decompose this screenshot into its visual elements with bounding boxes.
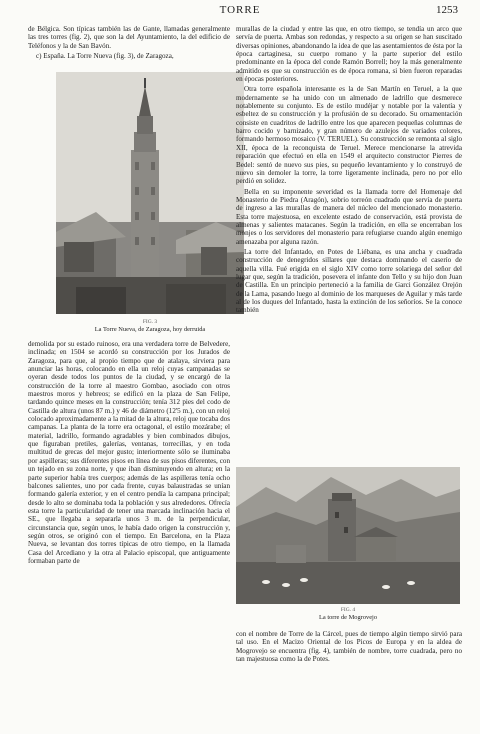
figure-3-photo <box>56 72 244 314</box>
right-column-bottom <box>236 630 462 726</box>
figure-3-label: FIG. 3 <box>142 319 158 325</box>
left-column-bottom <box>28 340 230 726</box>
figure-3-caption <box>40 318 260 334</box>
figure-4-photo <box>236 467 460 604</box>
figure-4-caption-text: La torre de Mogrovejo <box>318 614 378 621</box>
page-header <box>0 4 480 20</box>
paragraph: c) España. La Torre Nueva (fig. 3), de Zaragoza, <box>36 52 174 61</box>
paragraph: Bella en su imponente severidad es la llamada torre del Homenaje del Monasterio de Piedra (Aragón), sobrio torreón cuadrado que servía de puerta de ingreso a las murallas de manera del núcleo del mencionado monasterio. Esta torre majestuosa, en excelente estado de conservación, está provista de almenas y salientes matacanes. Según la tradición, en ella se encerraban los monjes o los servidores del monasterio para refugiarse cuando algún enemigo amenazaba por alguna razón. <box>236 187 462 246</box>
left-column-top <box>28 25 230 68</box>
figure-4-caption <box>236 606 460 622</box>
paragraph: con el nombre de Torre de la Cárcel, pues de tiempo algún tiempo sirvió para tal uso. En el Macizo Oriental de los Picos de Europa y en la aldea de Mogrovejo se encuentra (fig. 4), también de nombre, torre cuadrada, pero no tan majestuosa como la de Potes. <box>236 630 462 664</box>
right-column-top <box>236 25 462 463</box>
running-title: TORRE <box>219 4 261 16</box>
paragraph: de Bélgica. Son típicas también las de Gante, llamadas generalmente las tres torres (fig. 2), que son la del Ayuntamiento, la del edificio de Teléfonos y la de San Bavón. <box>28 25 230 50</box>
page-number: 1253 <box>436 4 458 16</box>
tower-photo-illustration <box>56 72 244 314</box>
paragraph: La torre del Infantado, en Potes de Liébana, es una ancha y cuadrada construcción de denegridos sillares que destaca dominando el caserío de aquella villa. Fué erigida en el siglo XIV como torre solariega del señor del lugar que, según la tradición, posevera el infante don Tello y su hijo don Juan de Castilla. En un principio perteneció a la familia de Garci González Orejón de la Lama, pasando luego al dominio de los marqueses de Aguilar y más tarde al de los duques del Infantado, hasta la extinción de los señoríos. Se la conoce también <box>236 247 462 315</box>
paragraph: murallas de la ciudad y entre las que, en otro tiempo, se tendía un arco que servía de puerta. Ambas son redondas, y respecto a su origen se han suscitado diversas opiniones, abandonando la idea de que las asentamientos de ésta por la época cartaginesa, su cuerpo romano y la parte superior del estilo predominante en la época del conde Ramón Borrell; hoy la más generalmente admitido es que su construcción es de época romana, si bien fueron reparadas en épocas posteriores. <box>236 25 462 84</box>
paragraph: demolida por su estado ruinoso, era una verdadera torre de Belvedere, inclinada; en 1504 se acordó su construcción por los Jurados de Zaragoza, para que, al propio tiempo que de atalaya, sirviera para anunciar las horas, colocando en ella un reloj cuyas campanadas se oyeran desde todos los puntos de la ciudad, y se encargó de la construcción de la torre al maestro Gombao, asociado con otros maestros moros y hebreos; se edificó en la plaza de San Felipe, tardando quince meses en la construcción; tenía 312 pies del codo de Castilla de altura (unos 87 m.) y 46 de diámetro (12'5 m.), con un reloj colocado aproximadamente a la mitad de la altura, reloj que tocaba dos campanas. La planta de la torre era octagonal, el estilo mozárabe; el material, ladrillo, formando agradables y bien combinados dibujos, que figuraban pretiles, galerías, ventanas, torrecillas, y en toda multitud de grecas del mejor gusto; interiormente sólo se iluminaba por aspilleras; sus diferentes pisos en línea de sus pisos diferentes, con un tejado en su zona norte, y que iban disminuyendo en altura; en la parte superior había tres cuerpos; además de las aspilleras tenía ocho balcones salientes, uno por cada frente, cuyas balaustradas se unían formando galería exterior, y en el centro pendía la campana principal; desde lo alto se dominaba toda la población y sus alrededores. Ofrecía esta torre la particularidad de tener una marcada inclinación hacia el SE., que llegaba a separarla unos 3 m. de la perpendicular, circunstancia que, según unos, le había dado origen la construcción y, según otros, se originó con el tiempo. En Barcelona, en la Plaza Nueva, se levantan dos torres típicas de otro tiempo, en la llamada Casa del Arcediano y la otra al Palacio episcopal, que antiguamente formaban parte de <box>28 340 230 565</box>
figure-4-label: FIG. 4 <box>340 607 356 613</box>
landscape-photo-illustration <box>236 467 460 604</box>
figure-3-caption-text: La Torre Nueva, de Zaragoza, hoy derruida <box>94 326 206 333</box>
paragraph: Otra torre española interesante es la de San Martín en Teruel, a la que modernamente se ha unido con un almenado de ladrillo que desmerece notablemente su conjunto. Es de estilo mudéjar y notable por la valentía y esbeltez de su construcción y la profusión de su decorado. Su ornamentación consiste en cuadritos de ladrillo entre los que aparecen pequeñas columnas de barro cocido y barnizado, y gran número de azulejos de variados colores, formando hermoso mosaico (V. TERUEL). Su construcción se remonta al siglo XII, época de la reconquista de Teruel. Merece mencionarse la atrevida reparación que efectuó en ella en 1549 el arquitecto constructor Pierres de Bedel: sentó de nuevo sus pies, su pequeño levantamiento y lo construyó de nuevo sin demoler la torre, la torre ligeramente inclinada, pero no por ello perdió en solidez. <box>236 85 462 186</box>
